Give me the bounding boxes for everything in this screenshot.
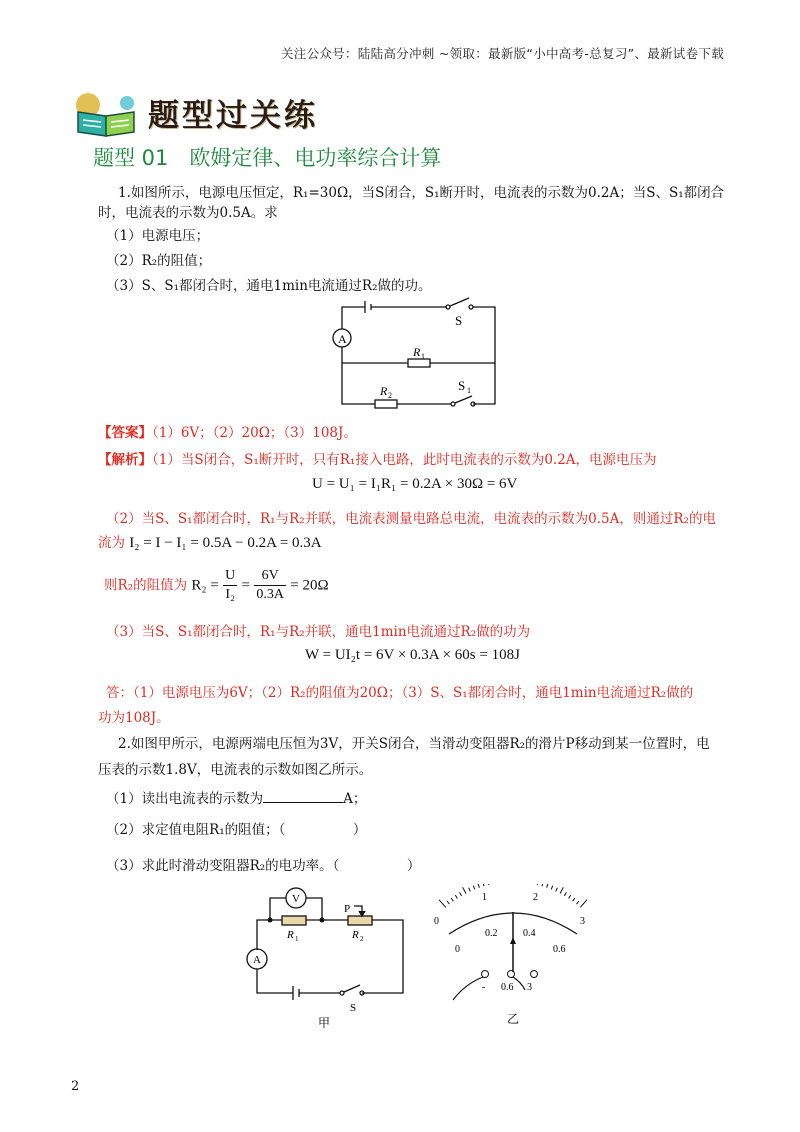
page-header: 关注公众号：陆陆高分冲刺 ~领取：最新版“小中高考-总复习”、最新试卷下载 (280, 46, 724, 61)
r2-subscript: 2 (388, 391, 392, 400)
top-scale-0: 0 (434, 916, 439, 927)
r1-label: R (413, 345, 421, 359)
fig-r2-label: R (352, 929, 359, 941)
dial-tick (577, 901, 580, 904)
dial-tick (556, 888, 558, 892)
q1-analysis2-line1: （2）当S、S₁都闭合时，R₁与R₂并联，电流表测量电路总电流，电流表的示数为0.5A，则通过R₂的电 (106, 511, 716, 527)
equation-1: U = U₁ = I₁R₁ = 0.2A × 30Ω = 6V (312, 476, 518, 492)
fig-switch-label: S (350, 1002, 357, 1014)
terminal-0-6 (508, 971, 515, 978)
eq3-den1: I₂ (225, 587, 235, 602)
ammeter-label: A (338, 332, 347, 346)
q1-stem-line2: 时，电流表的示数为0.5A。求 (98, 205, 278, 221)
terminal-minus-label: - (482, 982, 486, 993)
eq3-result: = 20Ω (290, 577, 329, 594)
q2-sub2: （2）求定值电阻R₁的阻值；（ ） (106, 822, 367, 838)
fig-r1-label: R (287, 929, 294, 941)
figure-jia-circuit (238, 880, 408, 1028)
analysis2-prefix: 流为 (98, 535, 125, 551)
terminal-minus (482, 971, 489, 978)
dial-tick (537, 884, 539, 885)
terminal-3-label: 3 (527, 982, 532, 993)
top-scale-3: 3 (580, 916, 585, 927)
dial-tick (551, 886, 553, 890)
dial-tick (473, 886, 475, 890)
q2-stem-line1: 2.如图甲所示，电源两端电压恒为3V，开关S闭合，当滑动变阻器R₂的滑片P移动到某一位置时，电 (118, 736, 710, 752)
ammeter-label-2: A (253, 954, 261, 966)
q1-sub3: （3）S、S₁都闭合时，通电1min电流通过R₂做的功。 (106, 278, 432, 294)
q2-sub1-prefix: （1）读出电流表的示数为 (106, 791, 264, 807)
eq3-den2: 0.3A (256, 587, 284, 602)
switch-s1-subscript: 1 (467, 386, 471, 395)
q1-analysis1 (98, 450, 657, 470)
dial-tick (451, 898, 453, 901)
section-title: 题型 01 欧姆定律、电功率综合计算 (93, 146, 442, 170)
r1-subscript: 1 (421, 352, 425, 361)
bottom-scale-0-4: 0.4 (523, 928, 536, 939)
q2-sub1-suffix: A； (343, 791, 367, 807)
answer-blank[interactable] (263, 788, 343, 803)
analysis-label: 【解析】 (98, 452, 152, 468)
eq3-lhs: R₂ = (191, 577, 219, 594)
top-scale-1: 1 (482, 892, 487, 903)
answer-label: 【答案】 (98, 425, 152, 441)
dial-tick (547, 884, 548, 888)
eq3-num2: 6V (254, 567, 286, 586)
equation-4: W = UI₂t = 6V × 0.3A × 60s = 108J (305, 647, 520, 663)
book-icon (72, 92, 142, 138)
bottom-scale-0-2: 0.2 (485, 928, 498, 939)
eq3-num1: U (223, 567, 237, 586)
dial-tick (463, 887, 466, 893)
dial-tick (455, 895, 457, 898)
dial-tick (569, 895, 571, 898)
eq3-fraction-1 (223, 567, 237, 604)
fig-r1-subscript: 1 (295, 935, 299, 943)
dial-tick (542, 884, 543, 886)
figure-jia-caption: 甲 (318, 1016, 331, 1028)
q1-circuit-diagram (325, 293, 505, 415)
dial-tick (486, 884, 488, 885)
dial-tick (439, 900, 446, 908)
bottom-scale-0-6: 0.6 (553, 944, 566, 955)
q1-conclusion-line1: 答：（1）电源电压为6V；（2）R₂的阻值为20Ω；（3）S、S₁都闭合时，通电1min电流通过R₂做的 (106, 685, 694, 701)
bottom-scale-0: 0 (455, 944, 460, 955)
q1-conclusion-line2: 功为108J。 (98, 710, 170, 726)
q1-analysis2-line2 (98, 533, 322, 553)
q1-stem-line1: 1.如图所示，电源电压恒定，R₁=30Ω，当S闭合，S₁断开时，电流表的示数为0.2A；当S、S₁都闭合 (118, 185, 725, 201)
dial-tick (469, 888, 471, 892)
terminal-0-6-label: 0.6 (501, 982, 514, 993)
voltmeter-label: V (292, 893, 300, 905)
terminal-3 (531, 971, 538, 978)
dial-tick (573, 898, 575, 901)
top-scale-2: 2 (533, 892, 538, 903)
dial-tick (483, 884, 484, 886)
q2-sub3: （3）求此时滑动变阻器R₂的电功率。（ ） (106, 858, 421, 874)
page-number: 2 (71, 1079, 80, 1094)
q1-analysis2b: 则R₂的阻值为 R₂ = $\frac{U}{\text{I₂}}$ = $\frac{6V}{0.3A}$ = 20Ω (104, 568, 329, 602)
q1-analysis3: （3）当S、S₁都闭合时，R₁与R₂并联，通电1min电流通过R₂做的功为 (106, 624, 531, 640)
dial-tick (564, 892, 566, 896)
dial-tick (460, 892, 462, 896)
q1-answer (98, 423, 357, 443)
dial-tick (580, 900, 587, 908)
switch-s1-label: S (458, 378, 466, 393)
analysis1-text: （1）当S闭合，S₁断开时，只有R₁接入电路，此时电流表的示数为0.2A，电源电压为 (152, 452, 657, 468)
fig-r2-subscript: 2 (360, 935, 364, 943)
banner-title: 题型过关练 (148, 98, 318, 134)
q2-sub1 (106, 788, 366, 809)
dial-tick (478, 884, 479, 888)
eq3-fraction-2 (254, 567, 286, 604)
q1-sub1: （1）电源电压； (106, 228, 210, 244)
dial-tick (560, 887, 563, 893)
q1-sub2: （2）R₂的阻值； (106, 253, 212, 269)
figure-yi-ammeter-dial (425, 884, 590, 1024)
slider-p-label: P (344, 903, 351, 915)
figure-yi-caption: 乙 (507, 1012, 520, 1024)
answer-text: （1）6V；（2）20Ω；（3）108J。 (152, 425, 357, 441)
q2-stem-line2: 压表的示数1.8V，电流表的示数如图乙所示。 (98, 762, 373, 778)
dial-tick (447, 901, 450, 904)
switch-s-label: S (455, 313, 463, 328)
analysis2b-prefix: 则R₂的阻值为 (104, 577, 188, 594)
r2-label: R (380, 384, 388, 398)
equation-2: I₂ = I − I₁ = 0.5A − 0.2A = 0.3A (129, 535, 322, 551)
